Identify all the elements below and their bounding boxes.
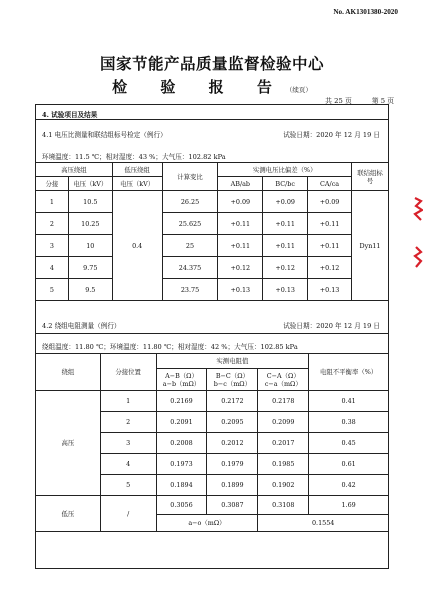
table-row <box>36 496 389 515</box>
hv-voltage-cell: 10 <box>68 235 112 257</box>
connection-group-cell: Dyn11 <box>352 191 389 301</box>
bc-cell: 0.2012 <box>207 433 258 454</box>
ab-cell: 0.2008 <box>156 433 207 454</box>
tap-cell: 5 <box>36 279 69 301</box>
page-number: 第 5 页 <box>371 97 394 105</box>
tap-cell: 4 <box>100 454 156 475</box>
winding-header: 绕组 <box>36 354 101 391</box>
ratio-table <box>35 162 389 301</box>
calc-ratio-header: 计算变比 <box>162 163 218 191</box>
ratio-test-date: 试验日期：2020 年 12 月 19 日 <box>283 131 380 139</box>
ab-cell: +0.13 <box>218 279 263 301</box>
ca-cell: 0.3108 <box>258 496 309 515</box>
bc-cell: 0.3087 <box>207 496 258 515</box>
unbalance-cell: 0.45 <box>309 433 389 454</box>
ratio-cell: 26.25 <box>162 191 218 213</box>
ca-cell: 0.2178 <box>258 391 309 412</box>
table-row <box>36 235 389 257</box>
ratio-test-title: 4.1 电压比测量和联结组标号检定（例行） <box>42 131 167 139</box>
hv-voltage-cell: 10.25 <box>68 213 112 235</box>
bc-cell: 0.1979 <box>207 454 258 475</box>
lv-winding-header: 低压绕组 <box>112 163 162 177</box>
bc-cell: 0.1899 <box>207 475 258 496</box>
tap-cell: 3 <box>100 433 156 454</box>
ca-cell: +0.11 <box>308 213 352 235</box>
ca-resistance-header <box>258 369 309 391</box>
ca-cell: 0.1902 <box>258 475 309 496</box>
hv-winding-header: 高压绕组 <box>36 163 113 177</box>
hv-voltage-header: 电压（kV） <box>68 177 112 191</box>
unbalance-header: 电阻不平衡率（%） <box>309 354 389 391</box>
connection-group-header: 联结组标号 <box>352 163 389 191</box>
ratio-test-env: 环境温度：11.5 ℃；相对湿度：43 %；大气压：102.82 kPa <box>42 153 226 161</box>
report-frame <box>35 104 389 569</box>
resistance-table <box>35 353 389 532</box>
report-number: No. AK1301380-2020 <box>333 8 398 16</box>
unbalance-cell: 0.61 <box>309 454 389 475</box>
bc-cell: +0.09 <box>263 191 308 213</box>
bc-cell: +0.11 <box>263 213 308 235</box>
divider <box>36 119 388 120</box>
ratio-cell: 23.75 <box>162 279 218 301</box>
unbalance-cell: 0.38 <box>309 412 389 433</box>
tap-cell: 2 <box>100 412 156 433</box>
ab-cell: +0.12 <box>218 257 263 279</box>
bc-cell: +0.12 <box>263 257 308 279</box>
ca-header: CA/ca <box>308 177 352 191</box>
ab-cell: 0.1894 <box>156 475 207 496</box>
ab-mohm-label: a−b（mΩ） <box>162 379 201 388</box>
divider <box>36 333 388 334</box>
ca-cell: +0.12 <box>308 257 352 279</box>
bc-cell: +0.13 <box>263 279 308 301</box>
tap-position-header: 分接位置 <box>100 354 156 391</box>
bc-cell: +0.11 <box>263 235 308 257</box>
center-title: 国家节能产品质量监督检验中心 <box>99 54 324 73</box>
table-row <box>36 257 389 279</box>
ab-ohm-label: A−B（Ω） <box>165 371 198 380</box>
seal-fragment <box>413 196 423 226</box>
section-title: 4. 试验项目及结果 <box>42 111 98 119</box>
ab-cell: 0.3056 <box>156 496 207 515</box>
hv-voltage-cell: 9.5 <box>68 279 112 301</box>
hv-voltage-cell: 9.75 <box>68 257 112 279</box>
seal-fragment <box>413 246 423 272</box>
ratio-cell: 25.625 <box>162 213 218 235</box>
lv-voltage-cell: 0.4 <box>112 191 162 301</box>
tap-cell: 3 <box>36 235 69 257</box>
continued-label: （续页） <box>285 86 312 94</box>
ab-cell: +0.09 <box>218 191 263 213</box>
ca-mohm-label: c−a（mΩ） <box>264 379 302 388</box>
bc-ohm-label: B−C（Ω） <box>215 371 249 380</box>
lv-winding-cell: 低压 <box>36 496 101 532</box>
ab-cell: 0.2169 <box>156 391 207 412</box>
ab-cell: +0.11 <box>218 235 263 257</box>
ca-cell: 0.2017 <box>258 433 309 454</box>
bc-resistance-header <box>207 369 258 391</box>
tap-header: 分接 <box>36 177 69 191</box>
ab-cell: 0.1973 <box>156 454 207 475</box>
ao-value-cell: 0.1554 <box>258 515 389 532</box>
tap-cell: 1 <box>36 191 69 213</box>
ab-header: AB/ab <box>218 177 263 191</box>
ca-cell: 0.2099 <box>258 412 309 433</box>
report-title-text: 检 验 报 告 <box>112 78 286 96</box>
unbalance-cell: 1.69 <box>309 496 389 515</box>
hv-voltage-cell: 10.5 <box>68 191 112 213</box>
tap-cell: 1 <box>100 391 156 412</box>
ab-resistance-header <box>156 369 207 391</box>
total-pages: 共 25 页 <box>325 97 352 105</box>
ca-ohm-label: C−A（Ω） <box>266 371 300 380</box>
lv-voltage-header: 电压（kV） <box>112 177 162 191</box>
ca-cell: 0.1985 <box>258 454 309 475</box>
bc-cell: 0.2172 <box>207 391 258 412</box>
tap-cell: / <box>100 496 156 532</box>
tap-cell: 5 <box>100 475 156 496</box>
tap-cell: 4 <box>36 257 69 279</box>
report-title <box>0 76 424 97</box>
bc-mohm-label: b−c（mΩ） <box>213 379 251 388</box>
unbalance-cell: 0.41 <box>309 391 389 412</box>
ab-cell: +0.11 <box>218 213 263 235</box>
resistance-test-env: 绕组温度：11.80 ℃；环境温度：11.80 ℃；相对湿度：42 %；大气压：102.85 kPa <box>42 343 298 351</box>
table-row <box>36 191 389 213</box>
ratio-cell: 24.375 <box>162 257 218 279</box>
table-row <box>36 391 389 412</box>
ab-cell: 0.2091 <box>156 412 207 433</box>
unbalance-cell: 0.42 <box>309 475 389 496</box>
ca-cell: +0.09 <box>308 191 352 213</box>
table-row <box>36 213 389 235</box>
bc-cell: 0.2095 <box>207 412 258 433</box>
measured-resistance-header: 实测电阻值 <box>156 354 309 369</box>
ao-label-cell: a−o（mΩ） <box>156 515 258 532</box>
resistance-test-date: 试验日期：2020 年 12 月 19 日 <box>283 322 380 330</box>
table-row <box>36 279 389 301</box>
bc-header: BC/bc <box>263 177 308 191</box>
resistance-test-title: 4.2 绕组电阻测量（例行） <box>42 322 121 330</box>
ca-cell: +0.13 <box>308 279 352 301</box>
ratio-cell: 25 <box>162 235 218 257</box>
ca-cell: +0.11 <box>308 235 352 257</box>
deviation-header: 实测电压比偏差（%） <box>218 163 352 177</box>
tap-cell: 2 <box>36 213 69 235</box>
hv-winding-cell: 高压 <box>36 391 101 496</box>
